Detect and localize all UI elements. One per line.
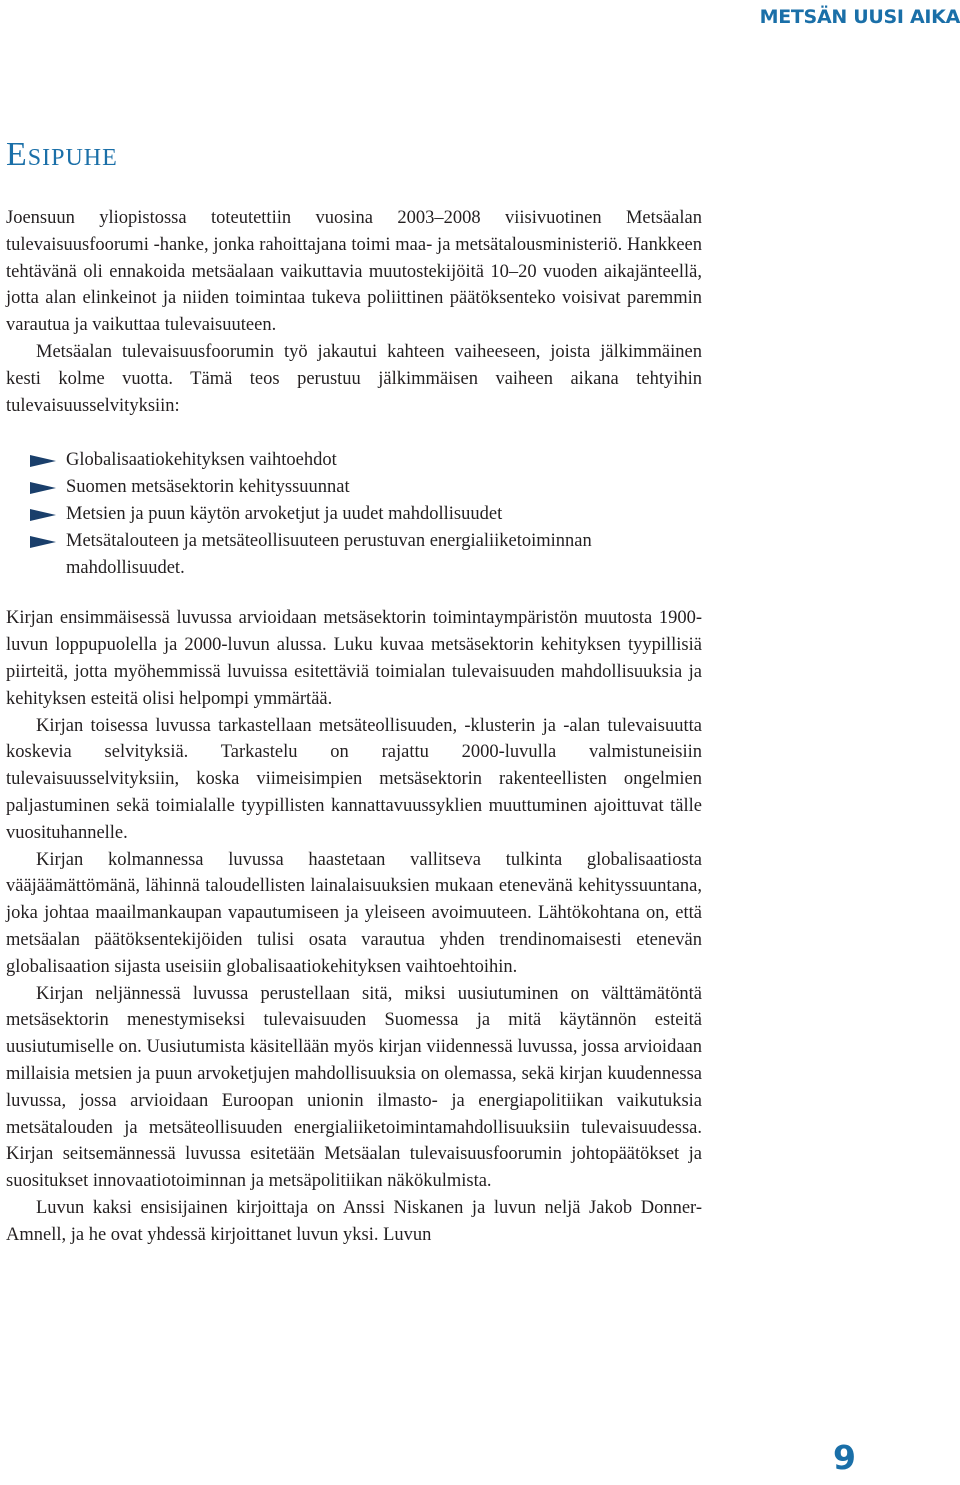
running-head: METSÄN UUSI AIKA bbox=[759, 6, 960, 28]
list-item bbox=[6, 474, 702, 501]
list-item-text: Globalisaatiokehityksen vaihtoehdot bbox=[66, 450, 337, 471]
paragraph-2: Metsäalan tulevaisuusfoorumin työ jakautui kahteen vaiheeseen, joista jälkimmäinen kesti kolme vuotta. Tämä teos perustuu jälkimmäisen vaiheen aikana tehtyihin tulevaisuusselvityksiin: bbox=[6, 341, 702, 416]
paragraph-4: Kirjan toisessa luvussa tarkastellaan metsäteollisuuden, -klusterin ja -alan tulevaisuutta koskevia selvityksiä. Tarkastelu on rajattu 2000-luvulla valmistuneisiin tulevaisuusselvityksiin, koska viimeisimpien metsäsektorin rakenteellisten ongelmien paljastuminen sekä toimialalle tyypillisten kannattavuussyklien muuttuminen ajoittuvat tälle vuosituhannelle. bbox=[6, 715, 702, 843]
list-item bbox=[6, 528, 702, 582]
bullet-list bbox=[6, 447, 702, 581]
arrow-bullet-icon bbox=[30, 536, 56, 548]
list-item bbox=[6, 501, 702, 528]
arrow-bullet-icon bbox=[30, 482, 56, 494]
paragraph-1: Joensuun yliopistossa toteutettiin vuosina 2003–2008 viisivuotinen Metsäalan tulevaisuusfoorumi -hanke, jonka rahoittajana toimi maa- ja metsätalousministeriö. Hankkeen tehtävänä oli ennakoida metsäalaan vaikuttavia muutostekijöitä 10–20 vuoden aikajänteellä, jotta alan elinkeinot ja niiden toimintaa tukeva poliittinen päätöksenteko voisivat paremmin varautua ja vaikuttaa tulevaisuuteen. bbox=[6, 208, 702, 336]
paragraph-3: Kirjan ensimmäisessä luvussa arvioidaan metsäsektorin toimintaympäristön muutosta 1900-luvun loppupuolella ja 2000-luvun alussa. Luku kuvaa metsäsektorin kehityksen tyypillisiä piirteitä, jotta myöhemmissä luvuissa esitettäviä toimialan tulevaisuuden mahdollisuuksia ja kehityksen esteitä olisi helpompi ymmärtää. bbox=[6, 608, 702, 709]
list-item-text: Metsätalouteen ja metsäteollisuuteen perustuvan energialiiketoiminnan mahdollisuudet. bbox=[66, 530, 592, 578]
list-item-text: Suomen metsäsektorin kehityssuunnat bbox=[66, 477, 350, 498]
paragraph-6: Kirjan neljännessä luvussa perustellaan sitä, miksi uusiutuminen on välttämätöntä metsäsektorin menestymiseksi tulevaisuuden Suomessa ja mitä käytännön esteitä uusiutumiselle on. Uusiutumista käsitellään myös kirjan viidennessä luvussa, jossa arvioidaan millaisia metsien ja puun arvoketjujen mahdollisuuksia on olemassa, sekä kirjan kuudennessa luvussa, jossa arvioidaan Euroopan unionin ilmasto- ja energiapolitiikan vaikutuksia metsätalouden ja metsäteollisuuden energialiiketoimintamahdollisuuksiin tulevaisuudessa. Kirjan seitsemännessä luvussa esitetään Metsäalan tulevaisuusfoorumin johtopäätökset ja suositukset innovaatiotoiminnan ja metsäpolitiikan näkökulmista. bbox=[6, 983, 702, 1192]
page-number: 9 bbox=[833, 1438, 856, 1477]
list-item-text: Metsien ja puun käytön arvoketjut ja uudet mahdollisuudet bbox=[66, 503, 503, 524]
arrow-bullet-icon bbox=[30, 509, 56, 521]
paragraph-7: Luvun kaksi ensisijainen kirjoittaja on Anssi Niskanen ja luvun neljä Jakob Donner-Amnell, ja he ovat yhdessä kirjoittanet luvun yksi. Luvun bbox=[6, 1197, 702, 1245]
list-item bbox=[6, 447, 702, 474]
body-text bbox=[6, 205, 702, 1248]
arrow-bullet-icon bbox=[30, 455, 56, 467]
paragraph-5: Kirjan kolmannessa luvussa haastetaan vallitseva tulkinta globalisaatiosta vääjäämättömänä, lähinnä taloudellisten lainalaisuuksien mukaan etenevänä kehityssuuntana, joka johtaa maailmankaupan vapautumiseen ja yleiseen avoimuuteen. Lähtökohtana on, että metsäalan päätöksentekijöiden tulisi osata varautua yhden trendinomaisesti etenevän globalisaation sijasta useisiin globalisaatiokehityksen vaihtoehtoihin. bbox=[6, 849, 702, 977]
chapter-title: Esipuhe bbox=[6, 136, 118, 173]
